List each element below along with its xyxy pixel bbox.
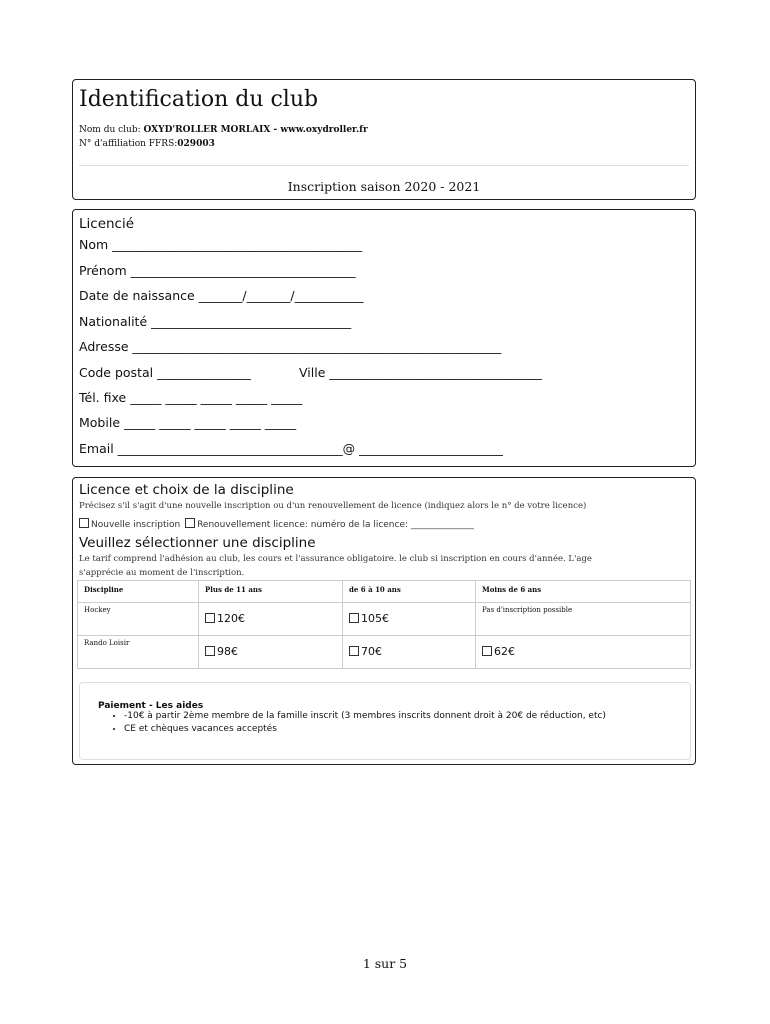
nationality-label: Nationalité (79, 314, 148, 329)
price-value: 105€ (361, 612, 389, 625)
address-field[interactable] (79, 339, 501, 354)
rando-6-10-checkbox[interactable] (349, 646, 359, 656)
nom-input-line[interactable]: ________________________________________ (112, 237, 363, 252)
hockey-over-11-checkbox[interactable] (205, 613, 215, 623)
postal-code-field[interactable] (79, 365, 251, 380)
postal-code-label: Code postal (79, 365, 154, 380)
phone-field[interactable] (79, 390, 302, 405)
header-discipline: Discipline (78, 581, 199, 603)
city-input-line[interactable]: __________________________________ (329, 365, 542, 380)
renewal-label: Renouvellement licence: numéro de la licence: ______________ (197, 520, 474, 530)
club-name-value: OXYD'ROLLER MORLAIX - www.oxydroller.fr (143, 125, 368, 135)
tariff-table (77, 580, 691, 669)
club-identification-section (72, 79, 696, 200)
prenom-label: Prénom (79, 263, 127, 278)
table-row (78, 603, 691, 636)
page-number: 1 sur 5 (362, 956, 408, 971)
list-item: • CE et chèques vacances acceptés (124, 724, 606, 734)
price-cell (343, 603, 476, 636)
header-over-11: Plus de 11 ans (199, 581, 343, 603)
price-cell (476, 636, 691, 669)
payment-title: Paiement - Les aides (98, 701, 204, 711)
nationality-input-line[interactable]: ________________________________ (151, 314, 352, 329)
discipline-name: Rando Loisir (78, 636, 199, 669)
club-section-title: Identification du club (79, 87, 319, 112)
mobile-field[interactable] (79, 415, 296, 430)
affiliation-value: 029003 (177, 139, 215, 149)
licencie-section (72, 209, 696, 467)
price-cell (199, 603, 343, 636)
price-value: 62€ (494, 645, 515, 658)
affiliation-line (79, 139, 215, 149)
address-label: Adresse (79, 339, 129, 354)
phone-input-line[interactable]: _____ _____ _____ _____ _____ (130, 390, 303, 405)
discipline-name: Hockey (78, 603, 199, 636)
birthdate-label: Date de naissance (79, 288, 195, 303)
birthdate-field[interactable] (79, 288, 363, 303)
postal-code-input-line[interactable]: _______________ (157, 365, 251, 380)
price-cell (199, 636, 343, 669)
price-value: 120€ (217, 612, 245, 625)
mobile-input-line[interactable]: _____ _____ _____ _____ _____ (124, 415, 297, 430)
header-under-6: Moins de 6 ans (476, 581, 691, 603)
prenom-field[interactable] (79, 263, 356, 278)
rando-under-6-checkbox[interactable] (482, 646, 492, 656)
licencie-title: Licencié (79, 216, 135, 232)
divider (79, 165, 689, 166)
affiliation-label: N° d'affiliation FFRS: (79, 139, 178, 149)
email-field[interactable] (79, 441, 503, 456)
season-label: Inscription saison 2020 - 2021 (287, 179, 481, 194)
address-input-line[interactable]: ___________________________________________________________ (132, 339, 502, 354)
table-row (78, 636, 691, 669)
mobile-label: Mobile (79, 415, 121, 430)
table-header-row (78, 581, 691, 603)
licence-hint: Précisez s'il s'agit d'une nouvelle inscription ou d'un renouvellement de licence (indiquez alors le n° de votre licence) (79, 501, 587, 511)
no-registration-cell: Pas d'inscription possible (476, 603, 691, 636)
payment-panel (79, 682, 691, 760)
birthdate-input-line[interactable]: _______/_______/___________ (198, 288, 364, 303)
hockey-6-10-checkbox[interactable] (349, 613, 359, 623)
city-label: Ville (299, 365, 326, 380)
nationality-field[interactable] (79, 314, 351, 329)
new-inscription-label: Nouvelle inscription (91, 520, 181, 530)
licence-discipline-section (72, 477, 696, 765)
price-value: 70€ (361, 645, 382, 658)
prenom-input-line[interactable]: ____________________________________ (130, 263, 356, 278)
price-value: 98€ (217, 645, 238, 658)
header-6-10: de 6 à 10 ans (343, 581, 476, 603)
licence-options (79, 518, 474, 530)
club-name-label: Nom du club: (79, 125, 144, 135)
email-input-line[interactable]: ____________________________________@ _______________________ (117, 441, 503, 456)
discipline-text-1: Le tarif comprend l'adhésion au club, les cours et l'assurance obligatoire. le club si inscription en cours d'année. L'age (79, 554, 592, 564)
payment-list (114, 709, 606, 737)
nom-label: Nom (79, 237, 109, 252)
club-name-line (79, 125, 368, 135)
discipline-text-2: s'apprécie au moment de l'inscription. (79, 568, 245, 578)
rando-over-11-checkbox[interactable] (205, 646, 215, 656)
nom-field[interactable] (79, 237, 362, 252)
city-field[interactable] (299, 365, 542, 380)
email-label: Email (79, 441, 114, 456)
phone-label: Tél. fixe (79, 390, 127, 405)
price-cell (343, 636, 476, 669)
list-item: • -10€ à partir 2ème membre de la famille inscrit (3 membres inscrits donnent droit à 20€ de réduction, etc) (124, 711, 606, 721)
new-inscription-checkbox[interactable] (79, 518, 89, 528)
licence-title: Licence et choix de la discipline (79, 482, 294, 498)
discipline-title: Veuillez sélectionner une discipline (79, 535, 316, 551)
renewal-checkbox[interactable] (185, 518, 195, 528)
